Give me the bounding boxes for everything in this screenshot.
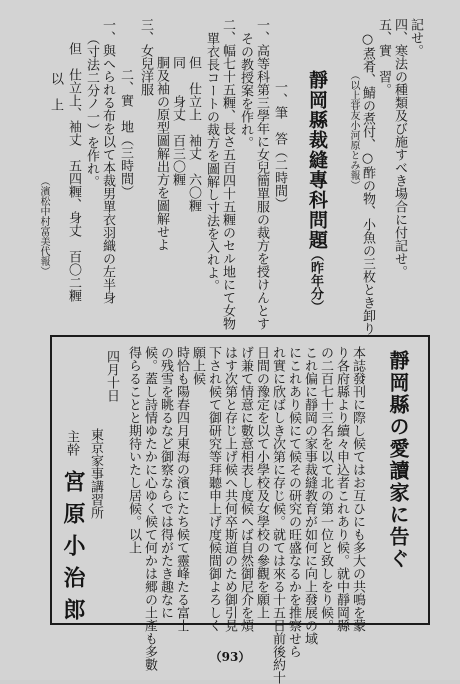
announcement-line: れ實に欣ばしき次第に存じ候。就ては來る十五日前後約十	[270, 346, 285, 684]
exam-year: （昨年分）	[308, 248, 323, 313]
reporter-note: （濱松中村富美代報）	[38, 176, 49, 276]
text-column: 二、實 地（三時間）	[118, 68, 133, 198]
announcement-line: の二百七十三名を以て北の第一位と致しをり候。	[318, 346, 333, 632]
text-column: 一、筆 答（二時間）	[272, 80, 287, 210]
text-column: ○煮肴、鯖の煮付、○酢の物、小魚の三枚とき卸り	[360, 32, 375, 335]
text-column: 單衣長コートの裁方を圖解し寸法を入れよ。	[204, 32, 219, 292]
announcement-signature-name: 宮原小治郎	[60, 470, 86, 630]
text-column: 同 身丈 百三〇糎	[170, 56, 185, 186]
text-column: 但 仕立上、袖丈 五四糎、身丈 百〇二糎	[66, 42, 81, 302]
announcement-line: の残雪を眺るなど御察ならでは得がたき趣なに	[158, 346, 173, 619]
text-column: 二、幅七十五糎、長さ五百四十五糎のセル地にて女物	[220, 18, 235, 330]
reporter-note: （以上甞友小河原とみ報）	[348, 70, 359, 190]
text-column: 三、女兒洋服	[138, 18, 153, 96]
text-column: 以 上	[48, 72, 63, 111]
announcement-line: 得らることと期待いたし居候。以上	[126, 346, 141, 554]
announcement-line: 本誌發刊に際し候てはお互ひにも多大の共鳴を蒙	[350, 346, 365, 632]
text-column: 五、實 習。	[376, 18, 391, 96]
announcement-line: 下され候て御研究等拜聽申上げ度候間御よろしく	[206, 346, 221, 632]
text-column: 胴及袖の原型圖解出方を圖解せよ	[154, 56, 169, 251]
text-column: 但 仕立上 袖丈 六〇糎	[186, 56, 201, 212]
page-number: （93）	[209, 650, 251, 664]
announcement-org: 東京家事講習所	[88, 428, 103, 519]
announcement-line: 候。蓋し詩情ゆたかに心ゆく候て何かは郷の土產も多數	[142, 346, 157, 671]
text-column: 四、寒法の種類及び施すべき場合に付記せ。	[392, 18, 407, 278]
text-column: 記せ。	[408, 18, 423, 57]
announcement-line: 時恰も陽春四月東海の濱にたち候て靈峰たる富士	[174, 346, 189, 632]
announcement-line: り各府縣より續々申込者これあり候。就中靜岡縣	[334, 346, 349, 632]
announcement-line: はす次第と存じ上げ候へ共何卒斯道のため御引見	[222, 346, 237, 632]
announcement-role: 主幹	[64, 430, 79, 456]
text-column: （寸法二分ノ一）を作れ。	[84, 32, 99, 188]
exam-title: 靜岡縣裁縫專科問題	[306, 70, 328, 250]
text-column: その教授案を作れ。	[238, 32, 253, 149]
announcement-date: 四月十日	[104, 350, 119, 402]
text-column: 一、高等科第三學年に女兒簡單服の裁方を授けんとす	[254, 18, 269, 330]
announcement-line: げ兼て情意に數意相表し度候へば自然御尼介を煩	[238, 346, 253, 632]
announcement-title: 靜岡縣の愛讀家に告ぐ	[386, 350, 410, 570]
announcement-line: 日間の豫定を以て小學校及女學校の參觀を願上	[254, 346, 269, 619]
text-column: 一、與へられる布を以て本裁男單衣羽織の左半身	[100, 18, 115, 304]
announcement-line: これ偏に靜岡の家事裁縫教育が如何に向上發展の域	[302, 346, 317, 645]
announcement-line: 願上候	[190, 346, 205, 385]
announcement-line: にこれあり候にて候その研究の旺盛なるかを推察せら	[286, 346, 301, 658]
